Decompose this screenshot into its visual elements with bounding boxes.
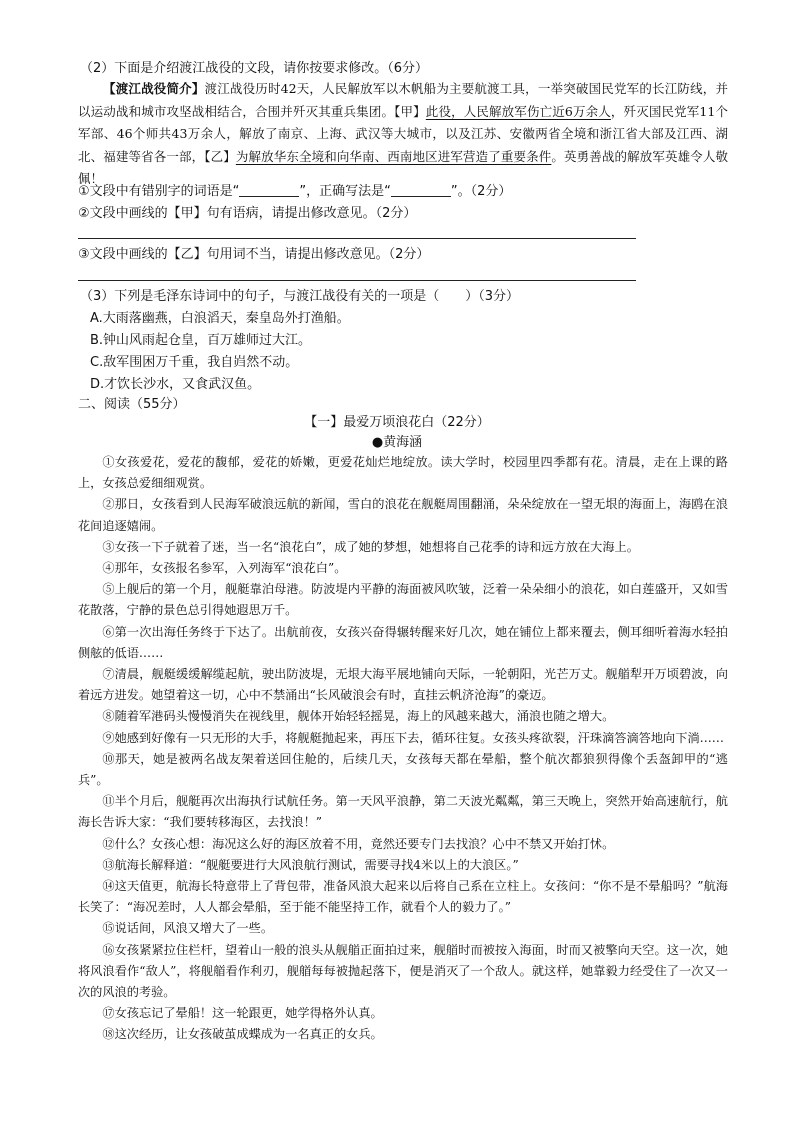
q3-option-a[interactable]: A.大雨落幽燕，白浪滔天，秦皇岛外打渔船。 [90, 311, 350, 326]
section-heading: 二、阅读（55分） [78, 397, 186, 412]
q3-option-d[interactable]: D.才饮长沙水，又食武汉鱼。 [90, 377, 261, 392]
paragraph-13: ⑬航海长解释道：“舰艇要进行大风浪航行测试，需要寻找4米以上的大浪区。” [102, 857, 519, 872]
paragraph-11: ⑪半个月后，舰艇再次出海执行试航任务。第一天风平浪静，第二天波光粼粼，第三天晚上，突然开始高速航行，航海长告诉大家：“我们要转移海区，去找浪！” [78, 794, 728, 830]
sub1-text-c: ”。（2分） [450, 184, 512, 199]
paragraph-17: ⑰女孩忘记了晕船！这一轮跟更，她学得格外认真。 [102, 1006, 383, 1021]
answer-blank-1[interactable] [239, 184, 299, 197]
q3-stem: （3）下列是毛泽东诗词中的句子，与渡江战役有关的一项是（ ）（3分） [80, 289, 520, 304]
paragraph-3: ③女孩一下子就着了迷，当一名“浪花白”，成了她的梦想，她想将自己花季的诗和远方放在大海上。 [102, 539, 639, 554]
passage-part3: 。英勇善战的解放军英雄令人敬佩！ [78, 148, 728, 187]
paragraph-6: ⑥第一次出海任务终于下达了。出航前夜，女孩兴奋得辗转醒来好几次，她在铺位上都来覆去，侧耳细听着海水轻拍侧舷的低语…… [78, 624, 728, 660]
article-body [78, 452, 728, 1046]
paragraph-7: ⑦清晨，舰艇缓缓解缆起航，驶出防波堤，无垠大海平展地铺向天际，一轮朝阳，光芒万丈。舰艏犁开万顷碧波，向着远方进发。她望着这一切，心中不禁涌出“长风破浪会有时，直挂云帆济沧海”的豪迈。 [78, 667, 728, 703]
sub1-text-b: ”，正确写法是“ [299, 184, 391, 199]
article-author: ●黄海涵 [371, 435, 423, 450]
passage-part2: ，歼灭国民党军11个军部、46个师共43万余人，解放了南京、上海、武汉等大城市，以及江苏、安徽两省全境和浙江省大部及江西、湖北、福建等省各一部， [78, 103, 728, 164]
q2-sub1 [78, 183, 511, 201]
marker-jia: 【甲】 [394, 103, 426, 119]
q2-sub3: ③文段中画线的【乙】句用词不当，请提出修改意见。（2分） [78, 247, 430, 262]
paragraph-16: ⑯女孩紧紧拉住栏杆，望着山一般的浪头从舰艏正面拍过来，舰艏时而被按入海面，时而又被擎向天空。这一次，她将风浪看作“敌人”，将舰艏看作利刃，舰艏每每被抛起落下，便是消灭了一个敌人。就这样，她靠毅力经受住了一次又一次的风浪的考验。 [78, 942, 728, 1000]
q2-passage [78, 78, 728, 191]
sentence-yi: 为解放华东全境和向华南、西南地区进军营造了重要条件 [235, 148, 552, 164]
q3-option-c[interactable]: C.敌军围困万千重，我自岿然不动。 [90, 355, 299, 370]
paragraph-18: ⑱这次经历，让女孩破茧成蝶成为一名真正的女兵。 [102, 1027, 383, 1042]
answer-line-2[interactable] [78, 280, 636, 281]
sub1-text-a: ①文段中有错别字的词语是“ [78, 184, 240, 199]
paragraph-5: ⑤上舰后的第一个月，舰艇靠泊母港。防波堤内平静的海面被风吹皱，泛着一朵朵细小的浪花，如白莲盛开，又如雪花散落，宁静的景色总引得她遐思万千。 [78, 582, 728, 618]
marker-yi: 【乙】 [204, 148, 236, 164]
q3-option-b[interactable]: B.钟山风雨起仓皇，百万雄师过大江。 [90, 333, 312, 348]
answer-line-1[interactable] [78, 238, 636, 239]
paragraph-15: ⑮说话间，风浪又增大了一些。 [102, 921, 274, 936]
paragraph-8: ⑧随着军港码头慢慢消失在视线里，舰体开始轻轻摇晃，海上的风越来越大，涌浪也随之增大。 [102, 709, 615, 724]
paragraph-4: ④那年，女孩报名参军，入列海军“浪花白”。 [102, 561, 347, 576]
passage-part1: 渡江战役历时42天，人民解放军以木帆船为主要航渡工具，一举突破国民党军的长江防线，并以运动战和城市攻坚战相结合，合围并歼灭其重兵集团。 [78, 81, 728, 119]
answer-blank-2[interactable] [391, 184, 451, 197]
sentence-jia: 此役，人民解放军伤亡近6万余人 [425, 103, 611, 119]
paragraph-14: ⑭这天值更，航海长特意带上了背包带，准备风浪大起来以后将自己系在立柱上。女孩问：“你不是不晕船吗？”航海长笑了：“海况差时，人人都会晕船，至于能不能坚持工作，就看个人的毅力了。” [78, 879, 728, 915]
passage-label: 【渡江战役简介】 [103, 81, 205, 96]
paragraph-10: ⑩那天，她是被两名战友架着送回住舱的，后续几天，女孩每天都在晕船，整个航次都狼狈得像个丢盔卸甲的“逃兵”。 [78, 751, 728, 788]
paragraph-9: ⑨她感到好像有一只无形的大手，将舰艇抛起来，再压下去，循环往复。女孩头疼欲裂，汗珠滴答滴答地向下淌…… [102, 730, 724, 745]
article-title: 【一】最爱万顷浪花白（22分） [304, 415, 490, 430]
paragraph-2: ②那日，女孩看到人民海军破浪远航的新闻，雪白的浪花在舰艇周围翻涌，朵朵绽放在一望无垠的海面上，海鸥在浪花间追逐嬉闹。 [78, 497, 728, 533]
paragraph-12: ⑫什么？女孩心想：海况这么好的海区放着不用，竟然还要专门去找浪？心中不禁又开始打怵。 [102, 836, 615, 851]
q2-sub2: ②文段中画线的【甲】句有语病，请提出修改意见。（2分） [78, 206, 417, 221]
q2-heading: （2）下面是介绍渡江战役的文段，请你按要求修改。（6分） [80, 61, 429, 76]
paragraph-1: ①女孩爱花，爱花的馥郁，爱花的娇嫩，更爱花灿烂地绽放。读大学时，校园里四季都有花。清晨，走在上课的路上，女孩总爱细细观赏。 [78, 455, 728, 491]
